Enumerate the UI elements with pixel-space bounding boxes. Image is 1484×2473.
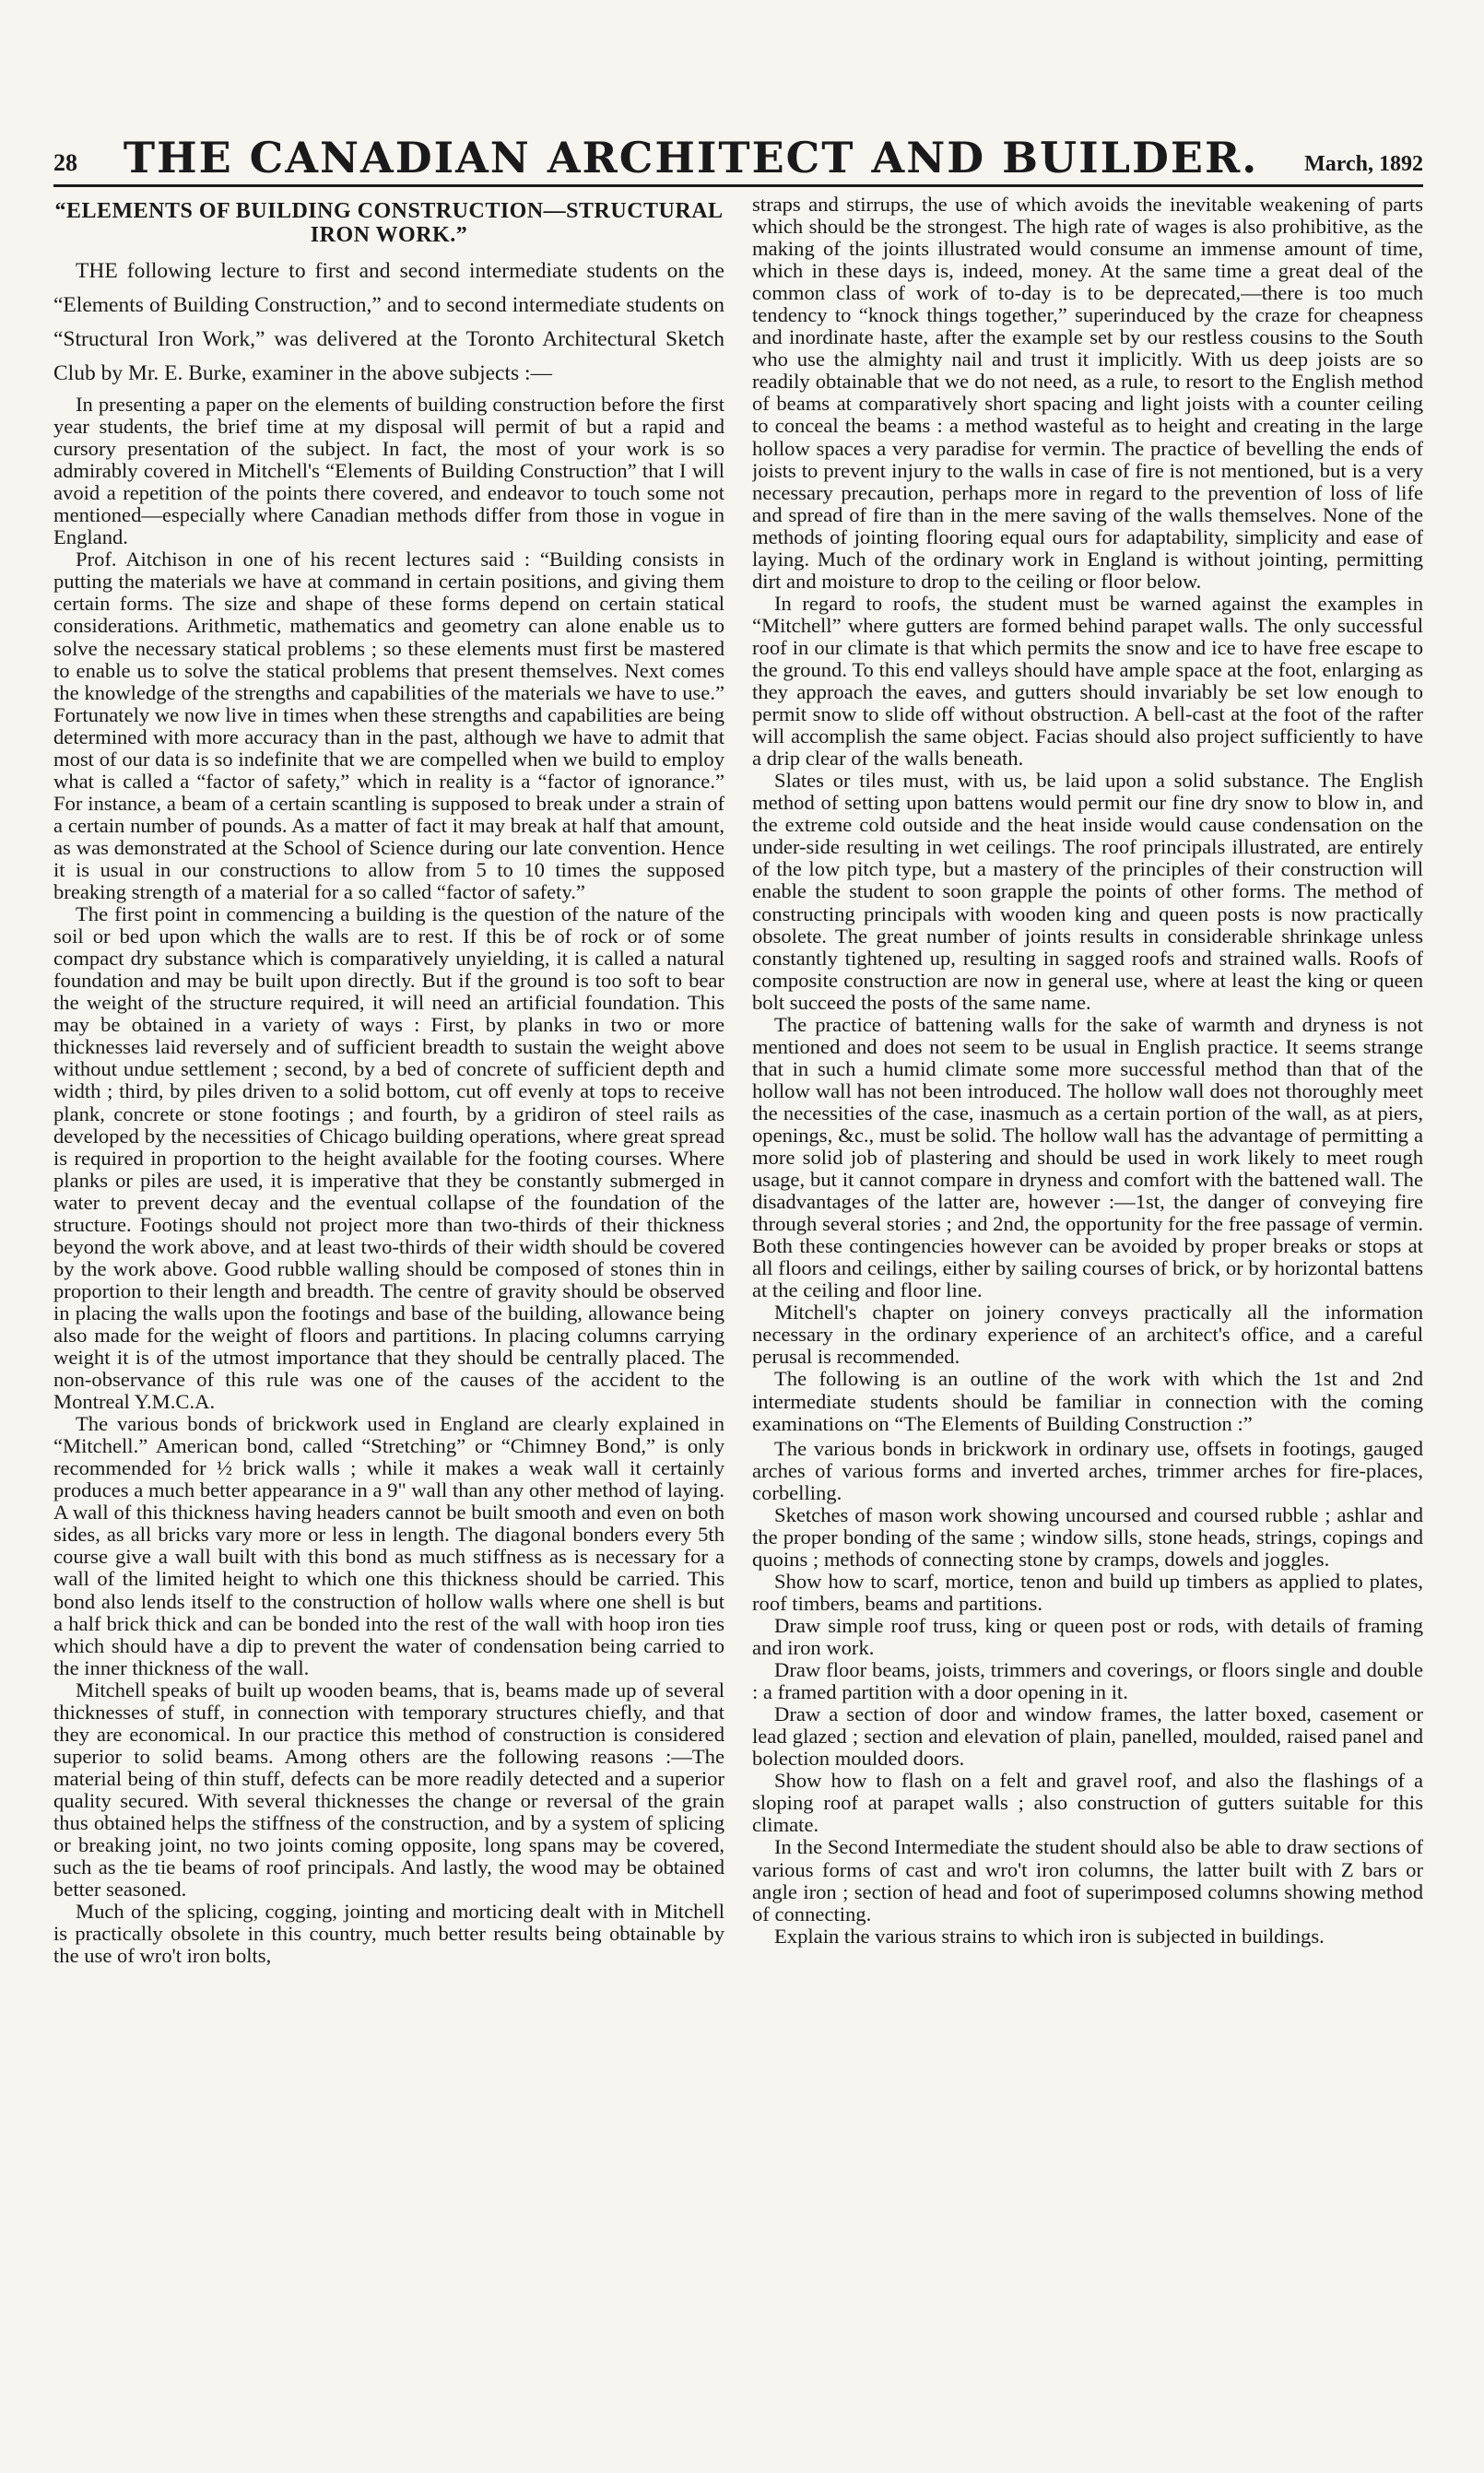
masthead-title: THE CANADIAN ARCHITECT AND BUILDER. [123, 133, 1259, 183]
paragraph: The various bonds of brickwork used in England are clearly explained in “Mitchell.” American bond, called “Stretching” or “Chimney Bond,” is only recommended for ½ brick walls ; while it makes a weak wall it certainly produces a much better appearance in a 9" wall than any other method of laying. A wall of this thickness having headers cannot be built smooth and even on both sides, as all bricks vary more or less in length. The diagonal bonders every 5th course give a wall built with this bond as much stiffness as is necessary for a wall of the limited height to which one this thickness should be carried. This bond also lends itself to the construction of hollow walls where one shell is but a half brick thick and can be bonded into the rest of the wall with hoop iron ties which should have a dip to prevent the water of condensation being carried to the inner thickness of the wall. [53, 1412, 724, 1679]
outline-item: Draw a section of door and window frames, the latter boxed, casement or lead glazed ; section and elevation of plain, panelled, moulded, raised panel and bolection moulded doors. [752, 1702, 1423, 1771]
paragraph: Much of the splicing, cogging, jointing and morticing dealt with in Mitchell is practically obsolete in this country, much better results being obtainable by the use of wro't iron bolts, [53, 1900, 724, 1968]
paragraph: Slates or tiles must, with us, be laid upon a solid substance. The English method of setting upon battens would permit our fine dry snow to blow in, and the extreme cold outside and the heat inside would cause condensation on the under-side resulting in wet ceilings. The roof principals illustrated, are entirely of the low pitch type, but a mastery of the principles of their construction will enable the student to soon grapple the points of other forms. The method of constructing principals with wooden king and queen posts is now practically obsolete. The great number of joints results in considerable shrinkage unless constantly tightened up, resulting in sagged roofs and strained walls. Roofs of composite construction are now in general use, where at least the king or queen bolt succeed the posts of the same name. [752, 769, 1423, 1014]
outline-item: Show how to scarf, mortice, tenon and build up timbers as applied to plates, roof timbers, beams and partitions. [752, 1569, 1423, 1615]
paragraph: straps and stirrups, the use of which avoids the inevitable weakening of parts which should be the strongest. The high rate of wages is also prohibitive, as the making of the joints illustrated would consume an immense amount of time, which in these days is, indeed, money. At the same time a great deal of the common class of work of to-day is to be deprecated,—there is too much tendency to “knock things together,” superinduced by the craze for cheapness and inordinate haste, after the example set by our restless cousins to the South who use the almighty nail and trust it implicitly. With us deep joists are so readily obtainable that we do not need, as a rule, to resort to the English method of beams at comparatively short spacing and light joists with a counter ceiling to conceal the beams : a method wasteful as to height and creating in the large hollow spaces a very paradise for vermin. The practice of bevelling the ends of joists to prevent injury to the walls in case of fire is not mentioned, but is a very necessary precaution, perhaps more in regard to the prevention of loss of life and spread of fire than in the mere saving of the walls themselves. None of the methods of jointing flooring equal ours for adaptability, simplicity and ease of laying. Much of the ordinary work in England is without jointing, permitting dirt and moisture to drop to the ceiling or floor below. [752, 194, 1423, 593]
article-title: “ELEMENTS OF BUILDING CONSTRUCTION—STRUCTURAL IRON WORK.” [54, 199, 724, 247]
article-intro: THE following lecture to first and second intermediate students on the “Elements of Building Construction,” and to second intermediate students on “Structural Iron Work,” was delivered at the Toronto Architectural Sketch Club by Mr. E. Burke, examiner in the above subjects :— [53, 259, 724, 385]
paragraph: The following is an outline of the work with which the 1st and 2nd intermediate students should be familiar in connection with the coming examinations on “The Elements of Building Construction :” [752, 1367, 1423, 1435]
article-columns [53, 194, 1423, 2429]
paragraph: The practice of battening walls for the sake of warmth and dryness is not mentioned and does not seem to be usual in English practice. It seems strange that in such a humid climate some more successful method than that of the hollow wall has not been introduced. The hollow wall does not thoroughly meet the necessities of the case, inasmuch as a certain portion of the wall, as at piers, openings, &c., must be solid. The hollow wall has the advantage of permitting a more solid job of plastering and should be used in work likely to meet rough usage, but it cannot compare in dryness and comfort with the battened wall. The disadvantages of the latter are, however :—1st, the danger of conveying fire through several stories ; and 2nd, the opportunity for the free passage of vermin. Both these contingencies however can be avoided by proper breaks or stops at all floors and ceilings, either by sailing courses of brick, or by horizontal battens at the ceiling and floor line. [752, 1012, 1423, 1302]
running-head [53, 129, 1423, 187]
right-column [752, 194, 1423, 2429]
page-number: 28 [53, 149, 77, 176]
paragraph: Mitchell speaks of built up wooden beams, that is, beams made up of several thicknesses of stuff, in connection with temporary structures chiefly, and that they are economical. In our practice this method of construction is considered superior to solid beams. Among others are the following reasons :—The material being of thin stuff, defects can be more readily detected and a superior quality secured. With several thicknesses the change or reversal of the grain thus obtained helps the stiffness of the construction, and by a system of splicing or breaking joint, no two joints coming opposite, long spans may be covered, such as the tie beams of roof principals. And lastly, the wood may be obtained better seasoned. [53, 1678, 724, 1902]
outline-item: Draw simple roof truss, king or queen post or rods, with details of framing and iron work. [752, 1614, 1423, 1660]
paragraph: In regard to roofs, the student must be warned against the examples in “Mitchell” where gutters are formed behind parapet walls. The only successful roof in our climate is that which permits the snow and ice to have free escape to the ground. To this end valleys should have ample space at the foot, enlarging as they approach the eaves, and gutters should invariably be set low enough to permit snow to slide off without obstruction. A bell-cast at the foot of the rafter will accomplish the same object. Facias should also project sufficiently to have a drip clear of the walls beneath. [752, 591, 1423, 771]
outline-item: Explain the various strains to which iron is subjected in buildings. [774, 1924, 1325, 1948]
left-column [53, 194, 724, 2429]
paragraph: Mitchell's chapter on joinery conveys practically all the information necessary in the ordinary experience of an architect's office, and a careful perusal is recommended. [752, 1301, 1423, 1369]
paragraph: In presenting a paper on the elements of building construction before the first year students, the brief time at my disposal will permit of but a rapid and cursory presentation of the subject. In fact, the most of your work is so admirably covered in Mitchell's “Elements of Building Construction” that I will avoid a repetition of the points there covered, and endeavor to touch some not mentioned—especially where Canadian methods differ from those in vogue in England. [53, 393, 724, 549]
issue-date: March, 1892 [1304, 152, 1423, 176]
paragraph: The first point in commencing a building is the question of the nature of the soil or bed upon which the walls are to rest. If this be of rock or of some compact dry substance which is comparatively unyielding, it is called a natural foundation and may be built upon directly. But if the ground is too soft to bear the weight of the structure required, it will need an artificial foundation. This may be obtained in a variety of ways : First, by planks in two or more thicknesses laid reversely and of sufficient breadth to sustain the weight above without undue settlement ; second, by a bed of concrete of sufficient depth and width ; third, by piles driven to a solid bottom, cut off evenly at tops to receive plank, concrete or stone footings ; and fourth, by a gridiron of steel rails as developed by the necessities of Chicago building operations, where great spread is required in proportion to the height available for the footing courses. Where planks or piles are used, it is imperative that they be constantly submerged in water to prevent decay and the eventual collapse of the foundation of the structure. Footings should not project more than two-thirds of their thickness beyond the work above, and at least two-thirds of their width should be covered by the work above. Good rubble walling should be composed of stones thin in proportion to their length and breadth. The centre of gravity should be observed in placing the walls upon the footings and base of the building, allowance being also made for the weight of floors and partitions. In placing columns carrying weight it is of the utmost importance that they should be centrally placed. The non-observance of this rule was one of the causes of the accident to the Montreal Y.M.C.A. [53, 902, 724, 1414]
outline-item: The various bonds in brickwork in ordinary use, offsets in footings, gauged arches of various forms and inverted arches, trimmer arches for fire-places, corbelling. [752, 1436, 1423, 1504]
outline-item: Sketches of mason work showing uncoursed and coursed rubble ; ashlar and the proper bonding of the same ; window sills, stone heads, strings, copings and quoins ; methods of connecting stone by cramps, dowels and joggles. [752, 1502, 1423, 1571]
paragraph: Prof. Aitchison in one of his recent lectures said : “Building consists in putting the materials we have at command in certain positions, and giving them certain forms. The size and shape of these forms depend on certain statical considerations. Arithmetic, mathematics and geometry can alone enable us to solve the necessary statical problems ; so these elements must first be mastered to enable us to solve the statical problems that present themselves. Next comes the knowledge of the strengths and capabilities of the materials we have to use.” Fortunately we now live in times when these strengths and capabilities are being determined with more accuracy than in the past, although we have to admit that most of our data is so indefinite that we are compelled when we build to employ what is called a “factor of safety,” which in reality is a “factor of ignorance.” For instance, a beam of a certain scantling is supposed to break under a strain of a certain number of pounds. As a matter of fact it may break at half that amount, as was demonstrated at the School of Science during our late convention. Hence it is usual in our constructions to allow from 5 to 10 times the supposed breaking strength of a material for a so called “factor of safety.” [53, 548, 724, 904]
outline-item: Show how to flash on a felt and gravel roof, and also the flashings of a sloping roof at parapet walls ; also construction of gutters suitable for this climate. [752, 1769, 1423, 1837]
outline-item: Draw floor beams, joists, trimmers and coverings, or floors single and double : a framed partition with a door opening in it. [752, 1658, 1423, 1704]
outline-item: In the Second Intermediate the student should also be able to draw sections of various forms of cast and wro't iron columns, the latter built with Z bars or angle iron ; section of head and foot of superimposed columns showing method of connecting. [752, 1835, 1423, 1925]
